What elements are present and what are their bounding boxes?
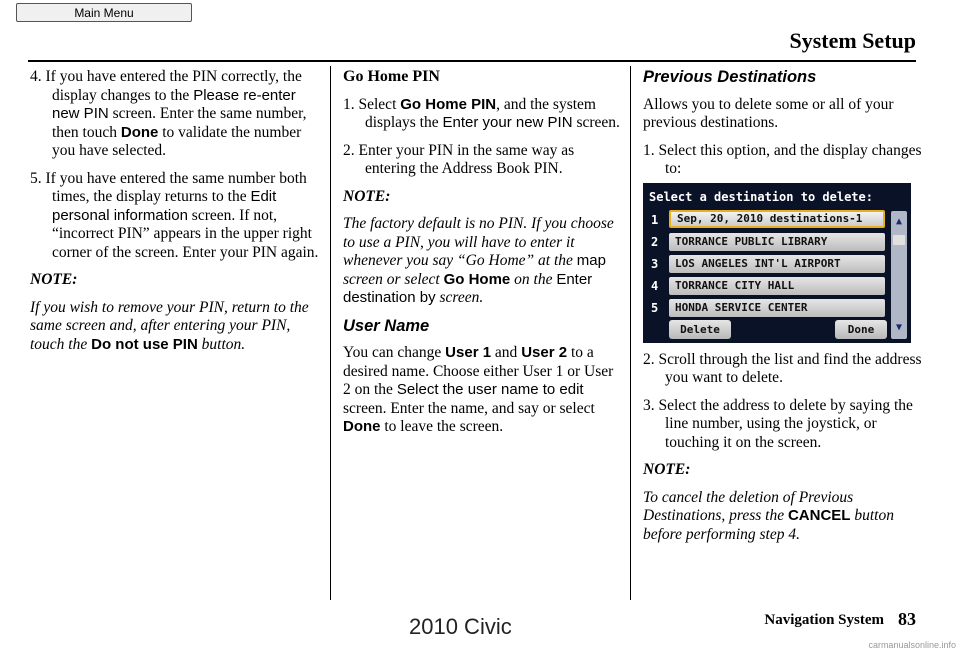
title-rule [28, 60, 916, 62]
scroll-thumb[interactable] [893, 235, 905, 245]
footer-label: Navigation System [764, 612, 884, 628]
scrollbar[interactable] [891, 211, 907, 339]
intro-text: Allows you to delete some or all of your previous destinations. [643, 95, 894, 131]
column-1 [30, 68, 322, 363]
step-1: 1. Select this option, and the display changes to: [643, 141, 922, 177]
column-divider-2 [630, 66, 631, 600]
down-arrow-icon[interactable]: ▼ [895, 321, 903, 333]
heading-user-name: User Name [343, 316, 430, 335]
note-label: NOTE: [343, 187, 391, 205]
note-text: To cancel the deletion of Previous Destinations, press the CANCEL button before performing step 4. [643, 488, 894, 543]
delete-destination-screenshot [643, 183, 911, 343]
step-3: 3. Select the address to delete by saying the line number, using the joystick, or touching it on the screen. [643, 396, 913, 451]
screen-title: Select a destination to delete: [649, 189, 873, 204]
list-item[interactable]: 5 HONDA SERVICE CENTER [643, 298, 891, 318]
step-2: 2. Enter your PIN in the same way as entering the Address Book PIN. [343, 141, 575, 177]
step-1: 1. Select Go Home PIN, and the system displays the Enter your new PIN screen. [343, 95, 620, 131]
column-2 [343, 68, 623, 446]
heading-go-home-pin: Go Home PIN [343, 68, 440, 85]
delete-all-button[interactable]: Delete [669, 320, 731, 339]
main-menu-button[interactable]: Main Menu [16, 3, 192, 22]
page-title: System Setup [789, 28, 916, 53]
site-watermark: carmanualsonline.info [868, 640, 956, 650]
note-text: If you wish to remove your PIN, return to the same screen and, after entering your PIN, touch the Do not use PIN button. [30, 298, 309, 353]
step-4: 4. If you have entered the PIN correctly, the display changes to the Please re-enter new PIN screen. Enter the same number, then touch Done to validate the number you have selected. [30, 68, 307, 159]
note-label: NOTE: [643, 461, 691, 478]
note-label: NOTE: [30, 271, 78, 288]
up-arrow-icon[interactable]: ▲ [895, 215, 903, 227]
list-item[interactable]: 2 TORRANCE PUBLIC LIBRARY [643, 232, 891, 252]
step-2: 2. Scroll through the list and find the address you want to delete. [643, 350, 922, 386]
column-divider-1 [330, 66, 331, 600]
step-5: 5. If you have entered the same number both times, the display returns to the Edit personal information screen. If not, “incorrect PIN” appears in the upper right corner of the screen. Enter your PIN again. [30, 169, 319, 261]
page-number: 83 [898, 609, 916, 629]
heading-previous-destinations: Previous Destinations [643, 68, 817, 86]
list-item[interactable]: 1 Sep, 20, 2010 destinations-1 [643, 210, 891, 230]
watermark: 2010 Civic [409, 614, 512, 639]
list-item[interactable]: 3 LOS ANGELES INT'L AIRPORT [643, 254, 891, 274]
user-name-text: You can change User 1 and User 2 to a desired name. Choose either User 1 or User 2 on the Select the user name to edit screen. Enter the name, and say or select Done to leave the screen. [343, 344, 614, 435]
column-3 [643, 68, 923, 553]
note-text: The factory default is no PIN. If you choose to use a PIN, you will have to enter it whenever you say “Go Home” at the map screen or select Go Home on the Enter destination by screen. [343, 215, 614, 306]
done-button[interactable]: Done [835, 320, 887, 339]
list-item[interactable]: 4 TORRANCE CITY HALL [643, 276, 891, 296]
